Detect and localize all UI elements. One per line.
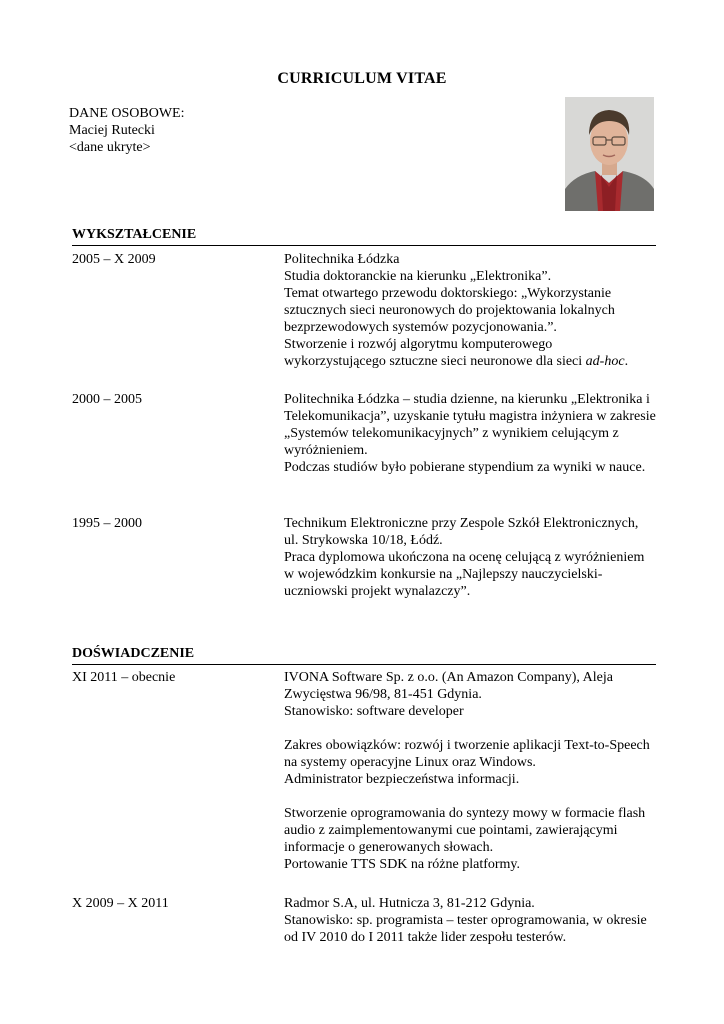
entry-date: 1995 – 2000	[72, 516, 142, 531]
experience-heading: DOŚWIADCZENIE	[72, 646, 656, 665]
profile-photo	[565, 97, 654, 211]
entry-line: Stworzenie oprogramowania do syntezy mowy w formacie flash audio z zaimplementowanymi cue pointami, zawierającymi informacje o generowanych słowach.	[284, 806, 646, 855]
entry-description	[284, 895, 656, 946]
entry-line: Temat otwartego przewodu doktorskiego: „Wykorzystanie sztucznych sieci neuronowych do projektowania lokalnych bezprzewodowych systemów pozycjonowania.”.	[284, 286, 615, 335]
person-name: Maciej Rutecki	[69, 123, 155, 138]
entry-description	[284, 515, 656, 600]
entry-line: Podczas studiów było pobierane stypendium za wyniki w nauce.	[284, 460, 646, 475]
education-heading: WYKSZTAŁCENIE	[72, 227, 656, 246]
entry-line: Radmor S.A, ul. Hutnicza 3, 81-212 Gdynia.	[284, 896, 535, 911]
entry-date: 2000 – 2005	[72, 392, 142, 407]
entry-line: Portowanie TTS SDK na różne platformy.	[284, 857, 521, 872]
entry-line: Stanowisko: software developer	[284, 704, 464, 719]
entry-description	[284, 669, 656, 873]
document-title: CURRICULUM VITAE	[277, 70, 447, 87]
entry-line: Administrator bezpieczeństwa informacji.	[284, 772, 520, 787]
personal-data	[69, 105, 185, 156]
entry-line	[284, 336, 656, 370]
entry-line: Studia doktoranckie na kierunku „Elektronika”.	[284, 269, 552, 284]
entry-line: IVONA Software Sp. z o.o. (An Amazon Company), Aleja Zwycięstwa 96/98, 81-451 Gdynia.	[284, 670, 613, 702]
entry-date: X 2009 – X 2011	[72, 896, 169, 911]
entry-description	[284, 251, 656, 370]
entry-line: Zakres obowiązków: rozwój i tworzenie aplikacji Text-to-Speech na systemy operacyjne Linux oraz Windows.	[284, 738, 650, 770]
personal-heading: DANE OSOBOWE:	[69, 106, 185, 121]
entry-description	[284, 391, 656, 476]
hidden-data-note: <dane ukryte>	[69, 140, 151, 155]
entry-line: Praca dyplomowa ukończona na ocenę celującą z wyróżnieniem w wojewódzkim konkursie na „Najlepszy nauczycielski-uczniowski projekt wynalazczy”.	[284, 550, 645, 599]
entry-line-italic: ad-hoc	[585, 354, 625, 369]
portrait-image	[565, 97, 654, 211]
entry-line: Politechnika Łódzka – studia dzienne, na kierunku „Elektronika i Telekomunikacja”, uzyskanie tytułu magistra inżyniera w zakresie „Systemów telekomunikacyjnych” z wynikiem celującym z wyróżnieniem.	[284, 392, 656, 458]
entry-line: Politechnika Łódzka	[284, 252, 400, 267]
entry-line: Stanowisko: sp. programista – tester oprogramowania, w okresie od IV 2010 do I 2011 także lider zespołu testerów.	[284, 913, 647, 945]
entry-date: 2005 – X 2009	[72, 252, 156, 267]
entry-line: Technikum Elektroniczne przy Zespole Szkół Elektronicznych, ul. Strykowska 10/18, Łódź.	[284, 516, 639, 548]
entry-line-text: Stworzenie i rozwój algorytmu komputerowego wykorzystującego sztuczne sieci neuronowe dla sieci	[284, 337, 586, 369]
entry-line-end: .	[624, 354, 629, 369]
entry-date: XI 2011 – obecnie	[72, 670, 176, 685]
